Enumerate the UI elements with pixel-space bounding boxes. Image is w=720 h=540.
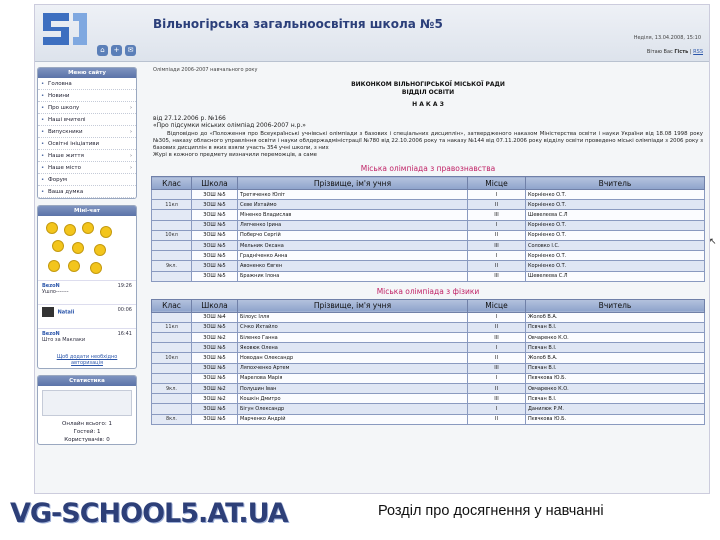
chat-text: Штo за Маклaки (42, 337, 86, 343)
class-cell (152, 404, 192, 414)
table-row (152, 363, 705, 373)
place-cell: I (468, 251, 526, 261)
smiley-icon[interactable] (52, 240, 64, 252)
smiley-icon[interactable] (48, 260, 60, 272)
teacher-cell: Псвчан В.І. (526, 394, 705, 404)
menu-item-life[interactable]: • Наше життя › (38, 150, 136, 162)
order-heading-1: ВИКОНКОМ ВІЛЬНОГІРСЬКОЇ МІСЬКОЇ РАДИ (351, 81, 505, 88)
name-cell: Полушин Іван (238, 384, 468, 394)
name-cell: Січко Ихтайло (238, 322, 468, 332)
table-row (152, 404, 705, 414)
place-cell: II (468, 261, 526, 271)
online-total: Онлайн всього: 1 (62, 421, 112, 427)
slide-caption: Розділ про досягнення у навчанні (378, 503, 604, 519)
name-cell: Сєве Ихтаймо (238, 200, 468, 210)
order-heading-2: ВІДДІЛ ОСВІТИ (401, 89, 455, 96)
order-subject: «Про підсумки міських олімпіад 2006-2007 н.р.» (153, 122, 306, 129)
chat-time: 16:41 (117, 331, 132, 337)
table-row (152, 251, 705, 261)
school-cell: ЗОШ №5 (192, 363, 238, 373)
teacher-cell: Шевелєєва С.Л (526, 210, 705, 220)
breadcrumb: Олімпіади 2006-2007 навчального року (153, 67, 258, 73)
chat-user[interactable]: BezoN (42, 283, 60, 289)
name-cell: Міненко Владислав (238, 210, 468, 220)
site-header (35, 5, 710, 62)
menu-item-city[interactable]: • Наше місто › (38, 162, 136, 174)
guests-count: Гостей: 1 (73, 429, 101, 435)
teacher-cell: Корнієнко О.Т. (526, 190, 705, 200)
school-cell: ЗОШ №5 (192, 322, 238, 332)
chat-block (37, 205, 137, 369)
school-cell: ЗОШ №2 (192, 394, 238, 404)
place-cell: III (468, 210, 526, 220)
school-cell: ЗОШ №5 (192, 353, 238, 363)
class-cell (152, 240, 192, 250)
col-class: Клас (152, 299, 192, 312)
school-cell: ЗОШ №5 (192, 200, 238, 210)
order-body (153, 131, 703, 159)
stats-block (37, 375, 137, 445)
teacher-cell: Пєвчкова Ю.Б. (526, 414, 705, 424)
teacher-cell: Корнієнко О.Т. (526, 230, 705, 240)
name-cell: Бігун Олександр (238, 404, 468, 414)
class-cell (152, 394, 192, 404)
name-cell: Марелова Марія (238, 373, 468, 383)
table-row (152, 373, 705, 383)
name-cell: Яковюк Олена (238, 343, 468, 353)
school-cell: ЗОШ №2 (192, 384, 238, 394)
menu-item-news[interactable]: • Новини (38, 90, 136, 102)
smiley-icon[interactable] (72, 242, 84, 254)
smiley-icon[interactable] (90, 262, 102, 274)
mouse-cursor-icon: ↖ (709, 237, 717, 247)
place-cell: III (468, 363, 526, 373)
menu-list (38, 78, 136, 198)
class-cell (152, 251, 192, 261)
name-cell: Ляпохченко Артем (238, 363, 468, 373)
place-cell: I (468, 190, 526, 200)
school-cell: ЗОШ №5 (192, 240, 238, 250)
place-cell: II (468, 200, 526, 210)
name-cell: Авоненко Євген (238, 261, 468, 271)
chat-message (38, 280, 136, 304)
teacher-cell: Жолоб В.А. (526, 353, 705, 363)
class-cell: 10кл (152, 353, 192, 363)
chevron-right-icon: › (130, 105, 132, 111)
table-row (152, 190, 705, 200)
col-place: Місце (468, 177, 526, 190)
menu-item-opinion[interactable]: • Ваша думка (38, 186, 136, 198)
class-cell: 10кл (152, 230, 192, 240)
name-cell: Кошкін Дмитро (238, 394, 468, 404)
teacher-cell: Жолоб В.А. (526, 312, 705, 322)
name-cell: Третяченко Юліт (238, 190, 468, 200)
table-row (152, 200, 705, 210)
col-place: Місце (468, 299, 526, 312)
school-cell: ЗОШ №2 (192, 333, 238, 343)
class-cell (152, 210, 192, 220)
class-cell (152, 343, 192, 353)
menu-item-about[interactable]: • Про школу › (38, 102, 136, 114)
place-cell: II (468, 230, 526, 240)
teacher-cell: Овчаренко К.О. (526, 333, 705, 343)
chat-text: Ушло------- (42, 289, 69, 295)
order-info (153, 115, 709, 129)
chat-time: 19:26 (117, 283, 132, 289)
school-cell: ЗОШ №5 (192, 251, 238, 261)
table-row (152, 414, 705, 424)
place-cell: III (468, 240, 526, 250)
teacher-cell: Корнієнко О.Т. (526, 251, 705, 261)
table-row (152, 333, 705, 343)
order-heading-3: Н А К А З (412, 101, 444, 108)
avatar (42, 307, 54, 317)
name-cell: Біленко Ганна (238, 333, 468, 343)
col-school: Школа (192, 177, 238, 190)
class-cell (152, 190, 192, 200)
menu-item-teachers[interactable]: • Наші вчителі (38, 114, 136, 126)
chat-user[interactable]: Natali (57, 309, 75, 316)
name-cell: Ляпченко Ірина (238, 220, 468, 230)
place-cell: II (468, 322, 526, 332)
name-cell: Новодан Олександр (238, 353, 468, 363)
teacher-cell: Корнієнко О.Т. (526, 261, 705, 271)
teacher-cell: Псвчан В.І. (526, 363, 705, 373)
class-cell (152, 333, 192, 343)
order-text-last: Журі в кожного предмету визначили переможців, а саме (153, 152, 317, 158)
chat-message (38, 304, 136, 328)
col-teacher: Вчитель (526, 177, 705, 190)
col-name: Прізвище, ім'я учня (238, 299, 468, 312)
col-teacher: Вчитель (526, 299, 705, 312)
table-row (152, 322, 705, 332)
chevron-right-icon: › (130, 129, 132, 135)
menu-item-forum[interactable]: • Форум (38, 174, 136, 186)
teacher-cell: Псвчан В.І. (526, 343, 705, 353)
stats-counter (42, 390, 132, 416)
col-school: Школа (192, 299, 238, 312)
class-cell (152, 220, 192, 230)
school-logo-icon (39, 9, 91, 49)
menu-item-initiatives[interactable]: • Освітні ініціативи (38, 138, 136, 150)
chat-user[interactable]: BezoN (42, 331, 60, 337)
place-cell: I (468, 373, 526, 383)
chat-message (38, 328, 136, 352)
results-table-law (151, 176, 705, 282)
col-class: Клас (152, 177, 192, 190)
school-cell: ЗОШ №5 (192, 210, 238, 220)
school-cell: ЗОШ №5 (192, 414, 238, 424)
place-cell: I (468, 312, 526, 322)
order-number: від 27.12.2006 р. №166 (153, 115, 226, 122)
menu-block (37, 67, 137, 199)
teacher-cell: Псвчан В.І. (526, 322, 705, 332)
name-cell: Марченко Андрій (238, 414, 468, 424)
welcome-line: Вітаю Вас Гість | RSS (646, 49, 703, 55)
table-row (152, 384, 705, 394)
class-cell: 11кл (152, 200, 192, 210)
results-table-physics (151, 299, 705, 425)
name-cell: Поберчо Сергій (238, 230, 468, 240)
teacher-cell: Корнієнко О.Т. (526, 220, 705, 230)
table-row (152, 271, 705, 281)
sidebar (37, 67, 137, 451)
table-row (152, 210, 705, 220)
users-count: Користувачів: 0 (64, 437, 110, 443)
smiley-icon[interactable] (100, 226, 112, 238)
rss-link[interactable]: RSS (693, 49, 703, 55)
school-cell: ЗОШ №5 (192, 220, 238, 230)
smiley-icon[interactable] (46, 222, 58, 234)
user-name: Гість (674, 49, 689, 55)
teacher-cell: Корнієнко О.Т. (526, 200, 705, 210)
table-header-row (152, 177, 705, 190)
home-icon[interactable]: ⌂ (97, 45, 108, 56)
class-cell: 9кл. (152, 261, 192, 271)
teacher-cell: Пєвчкова Ю.Б. (526, 373, 705, 383)
add-icon[interactable]: + (111, 45, 122, 56)
place-cell: II (468, 414, 526, 424)
browser-page (34, 4, 710, 494)
place-cell: II (468, 384, 526, 394)
school-cell: ЗОШ №5 (192, 261, 238, 271)
name-cell: Мельник Оксана (238, 240, 468, 250)
menu-item-home[interactable]: • Головна (38, 78, 136, 90)
menu-item-graduates[interactable]: • Випускники › (38, 126, 136, 138)
school-cell: ЗОШ №5 (192, 343, 238, 353)
teacher-cell: Соловко І.С. (526, 240, 705, 250)
school-cell: ЗОШ №5 (192, 373, 238, 383)
date-text: Неділя, 13.04.2008, 15:10 (633, 35, 701, 41)
table-row (152, 312, 705, 322)
class-cell (152, 363, 192, 373)
section-title-physics: Міська олімпіада з фізики (376, 286, 480, 296)
header-icons (97, 45, 136, 56)
name-cell: Градніченко Анна (238, 251, 468, 261)
place-cell: I (468, 343, 526, 353)
place-cell: III (468, 271, 526, 281)
smiley-icon[interactable] (68, 260, 80, 272)
class-cell: 8кл. (152, 414, 192, 424)
main-content (147, 67, 709, 425)
welcome-prefix: Вітаю Вас (646, 49, 673, 55)
place-cell: III (468, 394, 526, 404)
teacher-cell: Овчаренко К.О. (526, 384, 705, 394)
col-name: Прізвище, ім'я учня (238, 177, 468, 190)
table-header-row (152, 299, 705, 312)
teacher-cell: Данилюк Р.М. (526, 404, 705, 414)
chat-login-link[interactable]: Щоб додати необхідно авторизація (56, 354, 118, 366)
table-row (152, 353, 705, 363)
table-row (152, 230, 705, 240)
section-title-law: Міська олімпіада з правознавства (360, 164, 496, 173)
chevron-right-icon: › (130, 153, 132, 159)
table-row (152, 343, 705, 353)
mail-icon[interactable]: ✉ (125, 45, 136, 56)
order-text: Відповідно до «Положення про Всеукраїнські учнівські олімпіади з базових і спеціальних дисциплін», затвердженого наказом Міністерства освіти і науки України від 18.08 1998 року №305, наказу обласного управління освіти і науки облдержадміністрації №780 від 22.10.2006 року та наказу №144 від 07.11.2006 року відділу освіти проведено міські олімпіади з 2006 року з базових дисциплін в яких взяли участь 354 учні школи, з них (153, 131, 703, 151)
table-row (152, 220, 705, 230)
teacher-cell: Шевелєєва С.Л (526, 271, 705, 281)
class-cell: 9кл. (152, 384, 192, 394)
place-cell: I (468, 220, 526, 230)
school-cell: ЗОШ №4 (192, 312, 238, 322)
name-cell: Бражник Ілона (238, 271, 468, 281)
table-row (152, 394, 705, 404)
school-cell: ЗОШ №5 (192, 271, 238, 281)
class-cell (152, 312, 192, 322)
school-cell: ЗОШ №5 (192, 230, 238, 240)
place-cell: II (468, 353, 526, 363)
menu-title: Меню сайту (38, 68, 136, 78)
smiley-icon[interactable] (94, 244, 106, 256)
site-logo-text: VG-SCHOOL5.AT.UA (10, 498, 288, 529)
school-cell: ЗОШ №5 (192, 404, 238, 414)
chevron-right-icon: › (130, 165, 132, 171)
stats-title: Статистика (38, 376, 136, 386)
smiley-icon[interactable] (64, 224, 76, 236)
place-cell: I (468, 404, 526, 414)
chat-title: Міні-чат (38, 206, 136, 216)
class-cell (152, 271, 192, 281)
class-cell: 11кл (152, 322, 192, 332)
page-title: Вільногірська загальноосвітня школа №5 (153, 17, 443, 31)
chat-time: 00:06 (117, 307, 132, 313)
name-cell: Білоус Ілля (238, 312, 468, 322)
table-row (152, 261, 705, 271)
class-cell (152, 373, 192, 383)
smiley-panel (42, 220, 132, 276)
table-row (152, 240, 705, 250)
place-cell: III (468, 333, 526, 343)
smiley-icon[interactable] (82, 222, 94, 234)
school-cell: ЗОШ №5 (192, 190, 238, 200)
